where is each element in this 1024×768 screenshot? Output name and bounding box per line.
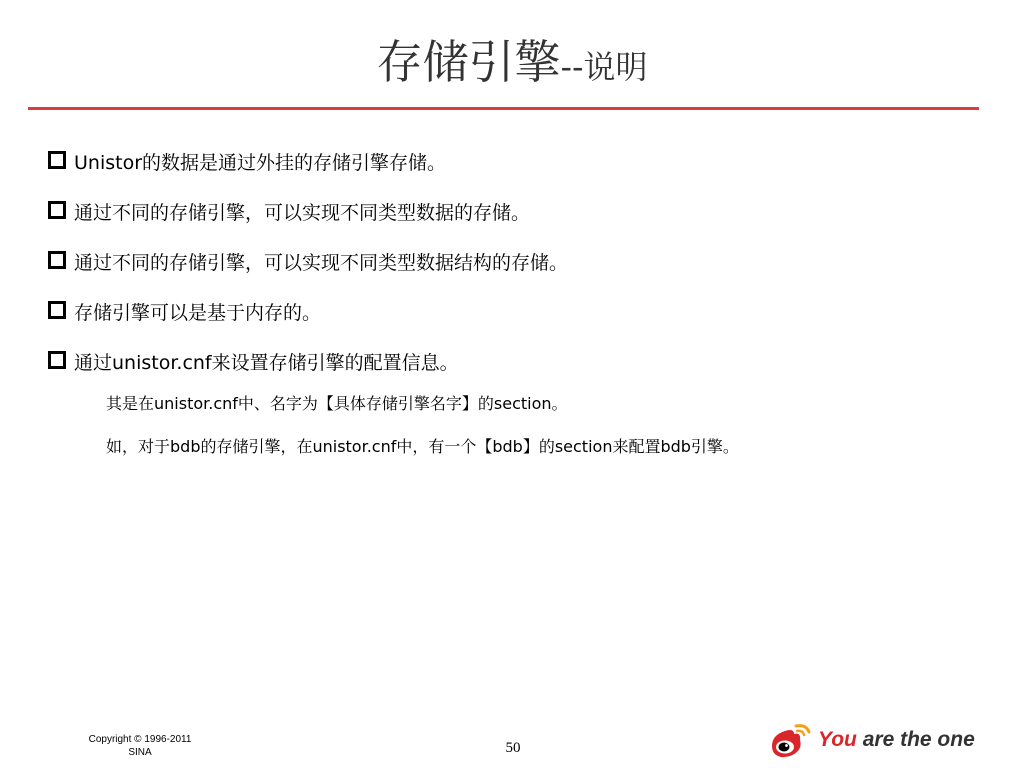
square-bullet-icon [48, 251, 66, 269]
bullet-item [48, 346, 988, 377]
slogan-rest: are the one [856, 728, 975, 751]
title-divider [28, 107, 979, 110]
square-bullet-icon [48, 201, 66, 219]
square-bullet-icon [48, 351, 66, 369]
bullet-item [48, 296, 988, 327]
sub-bullet-text: 如，对于bdb的存储引擎，在unistor.cnf中，有一个【bdb】的section来配置bdb引擎。 [106, 437, 739, 456]
page-number: 50 [505, 740, 521, 756]
sub-bullet-text: 其是在unistor.cnf中、名字为【具体存储引擎名字】的section。 [106, 394, 568, 413]
bullet-text: 通过不同的存储引擎，可以实现不同类型数据结构的存储。 [74, 252, 569, 274]
slogan-you: You [818, 728, 857, 751]
square-bullet-icon [48, 301, 66, 319]
copyright-line: Copyright © 1996-2011 [88, 734, 192, 745]
copyright-owner: SINA [128, 747, 152, 758]
slide-title-sub: --说明 [560, 48, 648, 86]
bullet-text: Unistor的数据是通过外挂的存储引擎存储。 [74, 152, 447, 174]
sub-bullet-list [106, 391, 1006, 477]
bullet-text: 通过不同的存储引擎，可以实现不同类型数据的存储。 [74, 202, 531, 224]
copyright-notice [70, 733, 210, 759]
bullet-item [48, 196, 988, 227]
sina-logo [768, 720, 975, 760]
bullet-text: 通过unistor.cnf来设置存储引擎的配置信息。 [74, 352, 459, 374]
slide-title-main: 存储引擎 [376, 35, 561, 89]
bullet-text: 存储引擎可以是基于内存的。 [74, 302, 322, 324]
slide-title [0, 30, 1024, 99]
bullet-item [48, 146, 988, 177]
slogan [818, 728, 975, 752]
square-bullet-icon [48, 151, 66, 169]
sina-weibo-eye-logo-icon [768, 720, 812, 760]
bullet-item [48, 246, 988, 277]
bullet-list [48, 146, 988, 396]
